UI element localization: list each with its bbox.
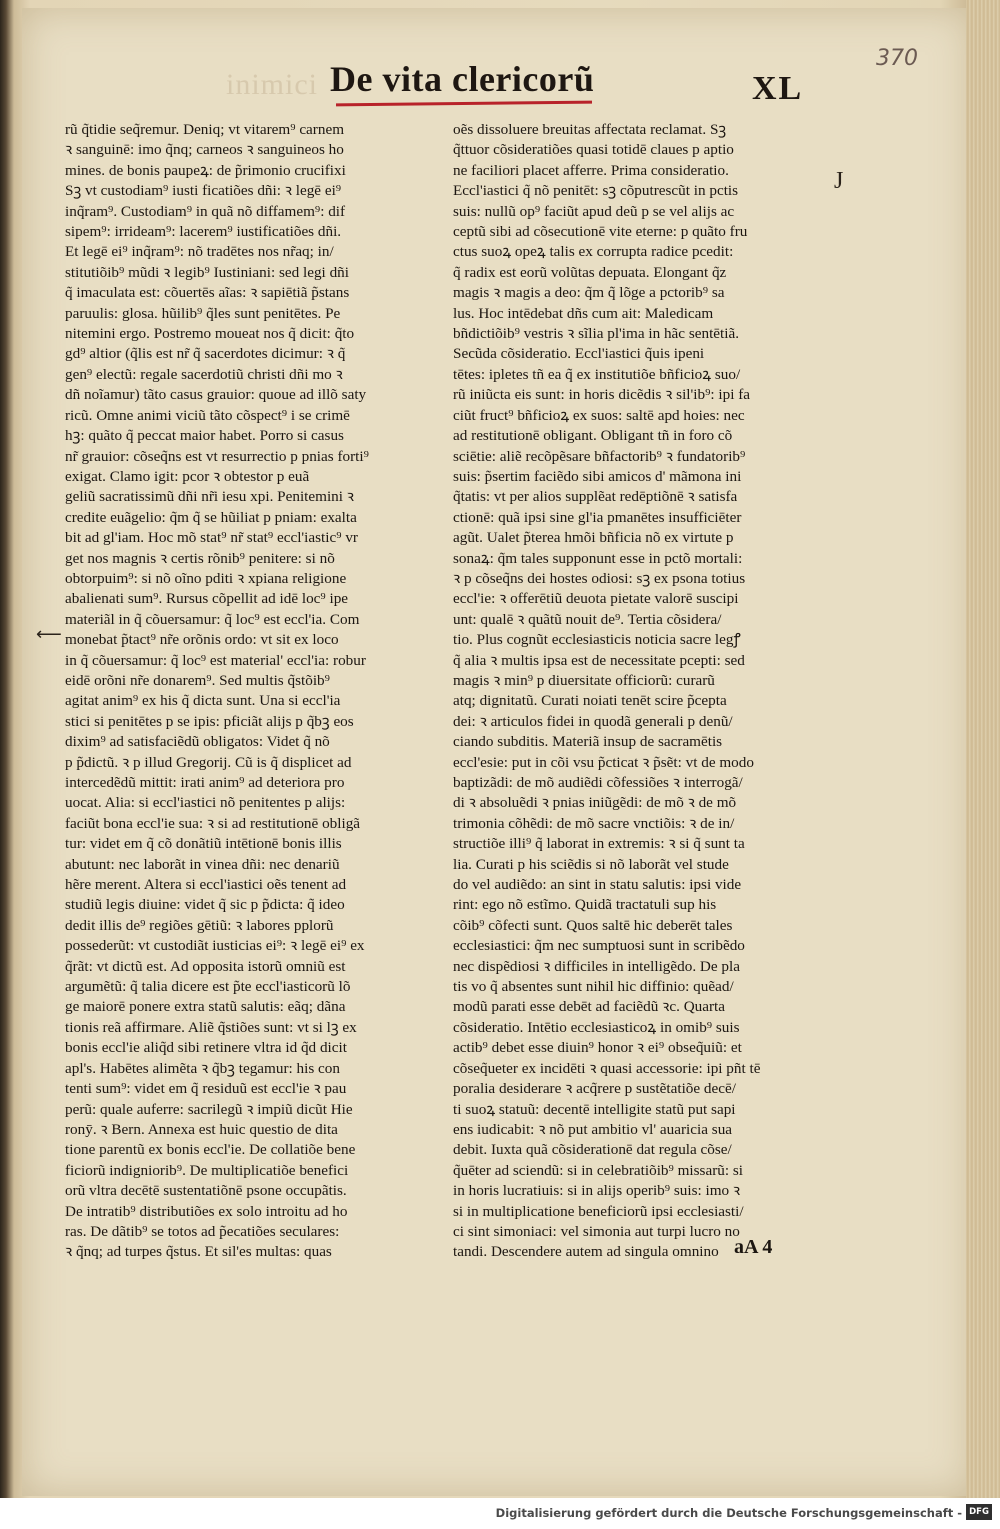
folio-number: XL [752,70,804,107]
text-line: orũ vltra decētē sustentatiõnē psone occupãtis. [65,1182,347,1200]
text-line: Eccl'iastici q̃ nõ penitēt: sꝫ cõputrescũt in pctis [453,182,739,200]
text-line: suis: nullũ op⁹ faciũt apud deũ p se vel alijs ac [453,202,735,220]
text-line: atq; dignitatũ. Curati noiati tenēt scire p̃cepta [453,692,727,710]
margin-annotation: J [834,168,844,194]
text-line: bñdictiõib⁹ vestris ꝛ sĩlia pl'ima in hãc sentētiã. [453,325,740,343]
text-line: ne faciliori placet afferre. Prima consideratio. [453,161,729,179]
text-line: inq̃ram⁹. Custodiam⁹ in quã nõ diffamem⁹: dif [65,202,346,220]
text-line: hꝫ: quãto q̃ peccat maior habet. Porro si casus [65,427,344,445]
text-line: q̃ alia ꝛ multis ipsa est de necessitate pcepti: sed [453,651,745,669]
text-line: agũt. Ualet p̃terea hmõi bñficia nõ ex virtute p [453,529,734,547]
text-line: eidē orõni nr̃e donarem⁹. Sed multis q̃stõib⁹ [65,671,330,689]
text-line: nr̃ grauior: cõseq̃ns est vt resurrectio p pnias forti⁹ [65,447,369,465]
text-line: argumẽtũ: q̃ talia dicere est p̃te eccl'iasticorũ lõ [65,978,351,996]
text-line: gd⁹ altior (q̃lis est nr̃ q̃ sacerdotes dicimur: ꝛ q̃ [65,345,346,363]
right-text-column [453,120,829,1263]
text-line: paruulis: glosa. hũilib⁹ q̃les sunt penitētes. Pe [65,304,341,322]
text-line: dixim⁹ ad satisfaciẽdũ obligatos: Videt q̃ nõ [65,733,330,751]
footer-bar [0,1498,1000,1529]
text-line: ge maiorē ponere extra statũ salutis: eãq; dãna [65,998,346,1016]
text-line: ciando subditis. Materiã insup de sacramētis [453,733,723,751]
margin-pointer-mark: ⟵ [36,624,62,644]
text-line: tione parentũ ex bonis eccl'ie. De collatiõe bene [65,1141,356,1159]
text-line: ens iudicabit: ꝛ nõ put ambitio vl' auaricia sua [453,1120,733,1138]
shelfmark-number: 370 [876,46,918,71]
dfg-logo: DFG [966,1504,992,1520]
funding-notice: Digitalisierung gefördert durch die Deutsche Forschungsgemeinschaft - [495,1506,962,1520]
text-line: p p̃dictũ. ꝛ p illud Gregorij. Cũ is q̃ displicet ad [65,753,352,771]
text-line: nitemini ergo. Postremo moueat nos q̃ dicit: q̃to [65,325,355,343]
text-line: ceptũ sibi ad cõsecutionē vite eterne: p quãto fru [453,223,748,241]
text-line: oẽs dissoluere breuitas affectata reclamat. Sꝫ [453,121,727,138]
text-line: De intratib⁹ distributiões ex solo introitu ad ho [65,1202,348,1220]
left-text-column [65,120,430,1263]
text-line: ras. De dãtib⁹ se totos ad p̃ecatiões seculares: [65,1222,340,1240]
text-line: tenti sum⁹: videt em q̃ residuũ est eccl'ie ꝛ pau [65,1080,347,1098]
text-line: ricũ. Omne animi viciũ tãto cõspect⁹ i se crimē [65,406,350,424]
text-line: possederũt: vt custodiãt iusticias ei⁹: ꝛ legē ei⁹ ex [65,937,365,955]
text-line: dei: ꝛ articulos fidei in quodã generali p denũ/ [453,712,733,730]
text-line: q̃uēter ad sciendũ: si in celebratiõib⁹ missarũ: si [453,1161,743,1179]
text-line: cõib⁹ cõfecti sunt. Quos saltē hic deberēt tales [453,916,733,934]
text-line: perũ: quale auferre: sacrilegũ ꝛ impiũ dicũt Hie [65,1100,353,1118]
text-line: cõsideratio. Intētio ecclesiasticoꝝ in omib⁹ suis [453,1018,740,1036]
text-line: trimonia cõhẽdi: de mõ sacre vnctiõis: ꝛ de in/ [453,814,735,832]
text-line: q̃ radix est eorũ volũtas depuata. Elongant q̃z [453,263,727,281]
text-line: actib⁹ debet esse diuin⁹ honor ꝛ ei⁹ obseq̃uiũ: et [453,1039,742,1057]
text-line: nec dispẽdiosi ꝛ difficiles in intelligẽdo. De pla [453,957,740,975]
text-line: tētes: ipletes tñ ea q̃ ex institutiõe bñficioꝝ suo/ [453,365,741,383]
text-line: unt: qualē ꝛ quãtũ nouit de⁹. Tertia cõsidera/ [453,610,722,628]
text-line: monebat p̃tact⁹ nr̃e orõnis ordo: vt sit ex loco [65,631,339,649]
text-line: hẽre merent. Altera si eccl'iastici oẽs tenent ad [65,876,347,894]
text-line: Et legē ei⁹ inq̃ram⁹: nõ tradētes nos nr̃aq; in/ [65,243,334,261]
text-line: si in multiplicatione beneficiorũ ipsi ecclesiasti/ [453,1202,744,1220]
text-line: rũ iniũcta eis sunt: in horis dicẽdis ꝛ sil'ib⁹: ipi fa [453,386,751,404]
text-line: in q̃ cõuersamur: q̃ loc⁹ est material' eccl'ia: robur [65,651,366,669]
text-line: studiũ legis diuine: videt q̃ sic p p̃dicta: q̃ ideo [65,896,345,914]
text-line: credite euãgelio: q̃m q̃ se hũiliat p pniam: exalta [65,508,357,526]
text-line: tis vo q̃ absentes sunt nihil hic diffinio: quẽad/ [453,978,734,996]
text-line: abutunt: nec laborãt in vinea dñi: nec denariũ [65,855,340,873]
text-line: eccl'ie: ꝛ offerētiũ deuota pietate valorē suscipi [453,590,739,608]
text-line: q̃ttuor cõsideratiões quasi totidē claues p aptio [453,141,734,159]
text-line: suis: p̃sertim faciẽdo sibi amicos d' mãmona ini [453,467,742,485]
text-line: rũ q̃tidie seq̃remur. Deniq; vt vitarem⁹ carnem [65,121,345,138]
text-line: q̃rãt: vt dictũ est. Ad opposita istorũ omniũ est [65,957,346,975]
text-line: obtorpuim⁹: si nõ oĩno pditi ꝛ xpiana religione [65,569,347,587]
text-line: exigat. Clamo igit: pcor ꝛ obtestor p euã [65,467,310,485]
text-line: do vel audiẽdo: an sint in statu salutis: ipsi vide [453,876,742,894]
text-line: structiõe illi⁹ q̃ laborat in extremis: ꝛ si q̃ sunt ta [453,835,745,853]
text-line: magis ꝛ magis a deo: q̃m q̃ lõge a pctorib⁹ sa [453,284,725,302]
text-line: bit ad gl'iam. Hoc mõ stat⁹ nr̃ stat⁹ eccl'iastic⁹ vr [65,529,358,547]
text-line: bonis eccl'ie aliq̃d sibi retinere vltra id q̃d dicit [65,1039,347,1057]
text-line: poralia desiderare ꝛ acq̃rere p sustẽtatiõe decē/ [453,1080,736,1098]
text-line: di ꝛ absoluẽdi ꝛ pnias iniũgẽdi: de mõ ꝛ de mõ [453,794,737,812]
text-line: eccl'esie: put in cõi vsu p̃cticat ꝛ p̃sẽt: vt de modo [453,753,754,771]
text-line: Sꝫ vt custodiam⁹ iusti ficatiões dñi: ꝛ legē ei⁹ [65,182,342,200]
page-edges [966,0,1000,1498]
text-line: ti suoꝝ statuũ: decentē intelligite statũ put sapi [453,1100,736,1118]
text-line: lia. Curati p his sciẽdis si nõ laborãt vel stude [453,855,729,873]
text-line: ci sint simoniaci: vel simonia aut turpi lucro no [453,1222,740,1240]
show-through-text: inimici [226,68,318,101]
text-line: ꝛ sanguinē: imo q̃nq; carneos ꝛ sanguineos ho [65,141,344,159]
text-line: ronȳ. ꝛ Bern. Annexa est huic questio de dita [65,1120,338,1138]
text-line: sonaꝝ: q̃m tales supponunt esse in pctõ mortali: [453,549,743,567]
text-line: cõseq̃ueter ex incidēti ꝛ quasi accessorie: ipi pñt tē [453,1059,761,1077]
text-line: ꝛ p cõseq̃ns dei hostes odiosi: sꝫ ex psona totius [453,569,746,587]
text-line: q̃ imaculata est: cõuertēs aĩas: ꝛ sapiētiã p̃stans [65,284,350,302]
text-line: ciũt fruct⁹ bñficioꝝ ex suos: saltē apd hoies: nec [453,406,745,424]
text-line: rint: ego nõ estĩmo. Quidã tractatuli sup his [453,896,717,914]
text-line: ecclesiastici: q̃m nec sumptuosi sunt in scribẽdo [453,937,745,955]
text-line: baptizãdi: de mõ audiẽdi cõfessiões ꝛ interrogã/ [453,774,743,791]
text-line: ficiorũ indigniorib⁹. De multiplicatiõe benefici [65,1161,349,1179]
text-line: ꝛ q̃nq; ad turpes q̃stus. Et sil'es multas: quas [65,1243,332,1261]
text-line: debit. Iuxta quã cõsiderationē dat regula cõse/ [453,1141,732,1159]
running-title: De vita clericorũ [330,59,595,99]
text-line: agitat anim⁹ ex his q̃ dicta sunt. Una si eccl'ia [65,692,341,710]
text-line: geliũ sacratissimũ dñi nr̃i iesu xpi. Penitemini ꝛ [65,488,354,506]
text-line: ad restitutionē obligant. Obligant tñ in foro cõ [453,427,733,445]
text-line: uocat. Alia: si eccl'iastici nõ penitentes p alijs: [65,794,346,812]
text-line: tio. Plus cognũt ecclesiasticis noticia sacre legꝭ [453,631,741,649]
text-line: Secũda cõsideratio. Eccl'iastici q̃uis ipeni [453,345,705,363]
text-line: intercedẽdũ mittit: irati anim⁹ ad deteriora pro [65,774,345,791]
text-line: magis ꝛ min⁹ p diuersitate officiorũ: curarũ [453,671,715,689]
text-line: modũ parati esse debēt ad faciẽdũ ꝛc. Quarta [453,998,726,1016]
text-line: ctus suoꝝ opeꝝ talis ex corrupta radice pcedit: [453,243,734,261]
text-line: stici si penitētes p se ipis: pficiãt alijs p q̃bꝫ eos [65,712,354,730]
text-line: apl's. Habētes alimẽta ꝛ q̃bꝫ tegamur: his con [65,1059,340,1077]
text-line: mines. de bonis paupeꝝ: de p̃rimonio crucifixi [65,161,346,179]
text-line: in horis lucratiuis: si in alijs operib⁹ suis: imo ꝛ [453,1182,741,1200]
text-line: ctionē: quã ipsi sine gl'ia pmanētes insufficiēter [453,508,742,526]
signature-mark: aA 4 [734,1236,773,1258]
text-line: gen⁹ electũ: regale sacerdotiũ christi dñi mo ꝛ [65,365,343,383]
text-line: faciũt bona eccl'ie sua: ꝛ si ad restitutionē obligã [65,814,361,832]
text-line: sciētie: aliẽ recõpẽsare bñfactorib⁹ ꝛ fundatorib⁹ [453,447,746,465]
text-line: q̃tatis: vt per alios supplẽat redēptiõnē ꝛ satisfa [453,488,738,506]
text-line: lus. Hoc intēdebat dñs cum ait: Maledicam [453,304,714,322]
text-line: abalienati sum⁹. Rursus cõpellit ad idē loc⁹ ipe [65,590,349,608]
text-line: dñ noĩamur) tãto casus grauior: quoue ad illõ saty [65,386,367,404]
text-line: dedit illis de⁹ regiões gētiũ: ꝛ labores pplorũ [65,916,334,934]
text-line: tandi. Descendere autem ad singula omnino [453,1243,719,1261]
text-line: sipem⁹: irrideam⁹: lacerem⁹ iustificatiões dñi. [65,223,342,241]
text-line: tur: videt em q̃ cõ donãtiũ intētionē bonis illis [65,835,342,853]
text-line: tionis reã affirmare. Aliẽ q̃stiões sunt: vt si lꝫ ex [65,1018,357,1036]
text-line: get nos magnis ꝛ certis rõnib⁹ penitere: si nõ [65,549,335,567]
text-line: stitutiõib⁹ mũdi ꝛ legib⁹ Iustiniani: sed legi dñi [65,263,349,281]
text-line: materiãl in q̃ cõuersamur: q̃ loc⁹ est eccl'ia. Com [65,610,360,628]
